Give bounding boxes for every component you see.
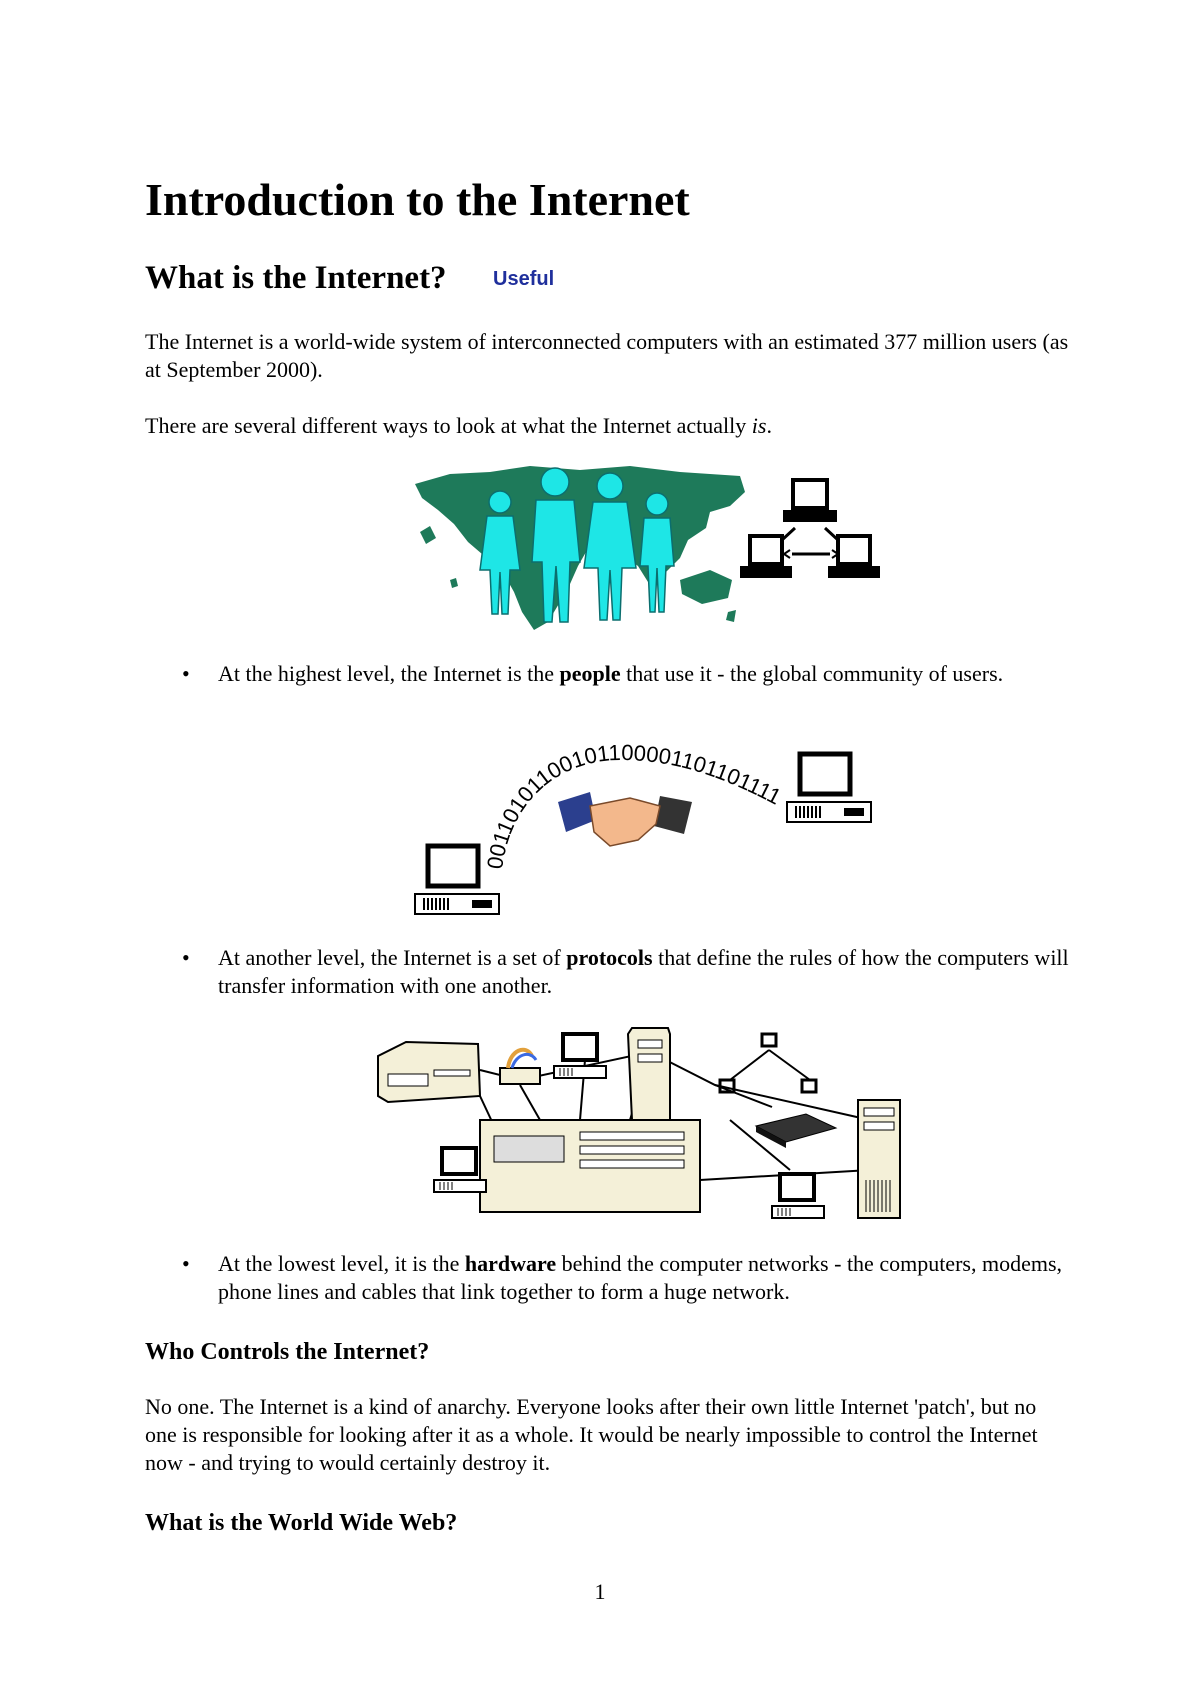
small-network-icon: [720, 1034, 816, 1092]
tower-server-icon: [628, 1028, 670, 1120]
page-number: 1: [594, 1579, 606, 1604]
tall-server-icon: [858, 1100, 900, 1218]
section-heading-who-controls: Who Controls the Internet?: [145, 1339, 430, 1365]
bullet-protocols-text: At another level, the Internet is a set of: [218, 945, 567, 970]
bullet-protocols-rest: that define the rules of how the computers will transfer information with one another.: [218, 945, 1069, 998]
handshake-icon: [558, 792, 692, 846]
networked-computers-icon: [742, 480, 878, 576]
section-heading-www: What is the World Wide Web?: [145, 1510, 458, 1536]
router-icon: [756, 1114, 836, 1148]
bullet-marker: •: [182, 945, 190, 970]
binary-stream-text: 00110101100101100001101101111: [482, 739, 786, 871]
protocols-illustration: [410, 740, 880, 920]
computer-left-bottom-icon: [434, 1148, 486, 1192]
hardware-network-illustration: [370, 1010, 920, 1230]
bullet-people: [218, 660, 1078, 688]
bullet-marker: •: [182, 1251, 190, 1276]
useful-tag: Useful: [493, 268, 555, 290]
ways-period: .: [766, 413, 772, 438]
who-controls-paragraph: No one. The Internet is a kind of anarchy. Everyone looks after their own little Internet 'patch', but no one is responsible for looking after it as a whole. It would be nearly impossible to control the Internet now - and trying to would certainly destroy it.: [145, 1394, 1038, 1475]
bullet-people-text: At the highest level, the Internet is the: [218, 661, 560, 686]
modem-icon: [500, 1050, 540, 1084]
bullet-people-rest: that use it - the global community of users.: [620, 661, 1004, 686]
ways-paragraph: [145, 412, 1070, 440]
bullet-protocols: [218, 944, 1078, 1000]
bullet-protocols-bold: protocols: [566, 945, 653, 970]
intro-paragraph: The Internet is a world-wide system of interconnected computers with an estimated 377 million users (as at September 2000).: [145, 329, 1069, 382]
bullet-hardware: [218, 1250, 1078, 1306]
bullet-hardware-text: At the lowest level, it is the: [218, 1251, 465, 1276]
people-world-illustration: [410, 462, 870, 632]
computer-right-icon: [787, 754, 871, 822]
ways-emphasis: is: [751, 413, 767, 438]
ways-text: There are several different ways to look at what the Internet actually: [145, 413, 752, 438]
computer-right-bottom-icon: [772, 1174, 824, 1218]
page-title: Introduction to the Internet: [145, 174, 690, 225]
mainframe-icon: [480, 1120, 700, 1212]
computer-top-icon: [554, 1034, 606, 1078]
desktop-case-icon: [378, 1042, 480, 1102]
section-heading-what-is-internet: What is the Internet?: [145, 260, 447, 296]
bullet-marker: •: [182, 661, 190, 686]
bullet-hardware-rest: behind the computer networks - the computers, modems, phone lines and cables that link together to form a huge network.: [218, 1251, 1063, 1304]
bullet-hardware-bold: hardware: [464, 1251, 557, 1276]
world-map-icon: [415, 466, 745, 630]
bullet-people-bold: people: [559, 661, 621, 686]
